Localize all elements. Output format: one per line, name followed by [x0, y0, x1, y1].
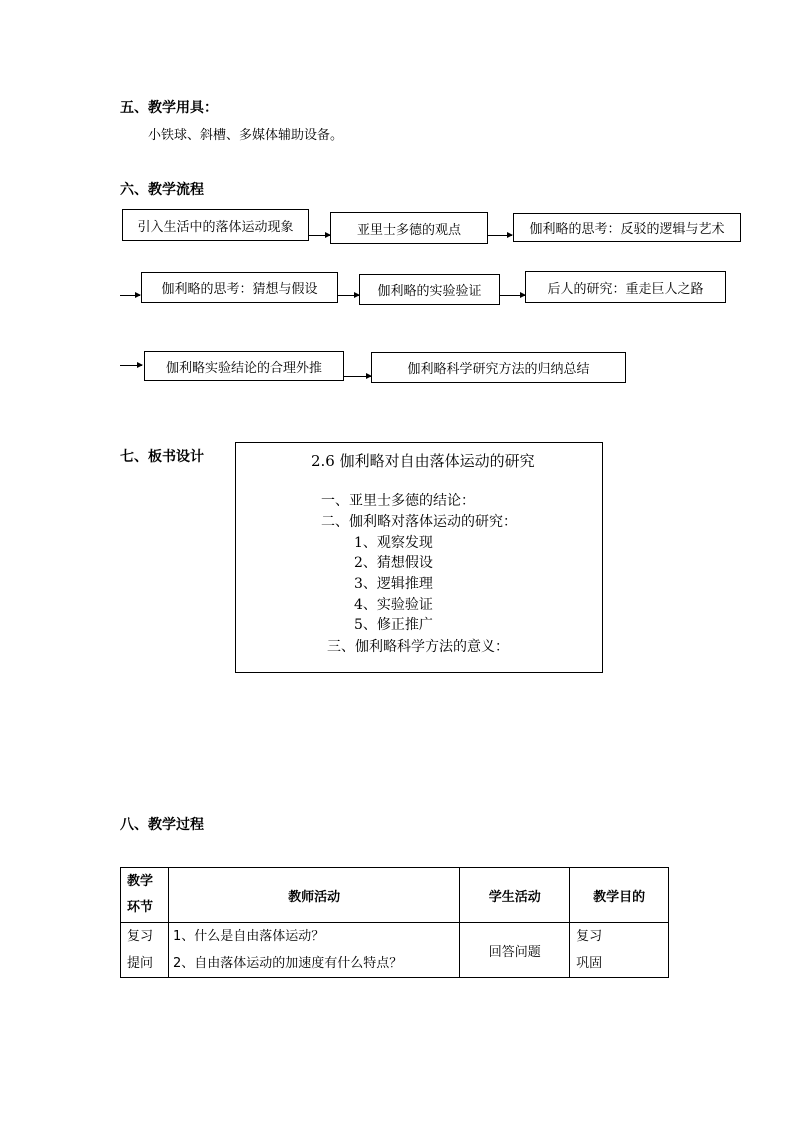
board-title: 2.6 伽利略对自由落体运动的研究	[311, 452, 535, 470]
board-line-2: 二、伽利略对落体运动的研究：	[321, 514, 517, 530]
section8-heading: 八、教学过程	[120, 817, 204, 833]
flow-step-4: 伽利略的思考：猜想与假设	[141, 272, 338, 303]
teaching-process-table	[120, 867, 669, 978]
row-stage-line2: 提问	[127, 956, 154, 971]
row-stage	[121, 923, 169, 978]
header-stage-line2: 环节	[127, 900, 154, 915]
header-teacher-activity: 教师活动	[168, 868, 459, 923]
section5-content: 小铁球、斜槽、多媒体辅助设备。	[148, 128, 344, 143]
row-teacher-activity	[168, 923, 459, 978]
header-student-activity: 学生活动	[460, 868, 570, 923]
flow-step-1: 引入生活中的落体运动现象	[122, 209, 309, 241]
section7-heading: 七、板书设计	[120, 449, 204, 465]
row-goal-line1: 复习	[576, 929, 603, 944]
board-line-8: 三、伽利略科学方法的意义：	[327, 639, 509, 655]
board-line-3: 1、观察发现	[354, 535, 433, 551]
section6-heading: 六、教学流程	[120, 182, 204, 198]
table-header-row	[121, 868, 669, 923]
flow-step-6: 后人的研究：重走巨人之路	[525, 271, 726, 303]
board-line-7: 5、修正推广	[354, 617, 433, 633]
row-teacher-line1: 1、什么是自由落体运动？	[172, 929, 325, 944]
flow-arrow-6	[120, 365, 142, 366]
row-teaching-goal	[570, 923, 669, 978]
board-line-5: 3、逻辑推理	[354, 576, 433, 592]
header-teaching-goal: 教学目的	[570, 868, 669, 923]
flow-step-5: 伽利略的实验验证	[359, 274, 500, 305]
flow-arrow-1	[309, 235, 330, 236]
flow-arrow-5	[500, 295, 525, 296]
row-student-activity: 回答问题	[460, 923, 570, 978]
flow-step-8: 伽利略科学研究方法的归纳总结	[371, 352, 626, 383]
flow-step-7: 伽利略实验结论的合理外推	[144, 351, 344, 381]
flow-step-3: 伽利略的思考：反驳的逻辑与艺术	[513, 213, 741, 242]
row-teacher-line2: 2、自由落体运动的加速度有什么特点？	[172, 956, 403, 971]
board-line-1: 一、亚里士多德的结论：	[321, 493, 475, 509]
flow-step-2: 亚里士多德的观点	[330, 212, 488, 244]
section5-heading: 五、教学用具：	[120, 100, 218, 116]
row-goal-line2: 巩固	[576, 956, 603, 971]
table-row	[121, 923, 669, 978]
flow-arrow-3	[120, 295, 140, 296]
flow-arrow-2	[488, 235, 512, 236]
header-stage-line1: 教学	[127, 874, 154, 889]
flow-arrow-7	[344, 376, 371, 377]
board-line-6: 4、实验验证	[354, 597, 433, 613]
header-stage	[121, 868, 169, 923]
blackboard-design	[235, 442, 603, 673]
row-stage-line1: 复习	[127, 929, 154, 944]
board-line-4: 2、猜想假设	[354, 555, 433, 571]
flow-arrow-4	[338, 295, 359, 296]
